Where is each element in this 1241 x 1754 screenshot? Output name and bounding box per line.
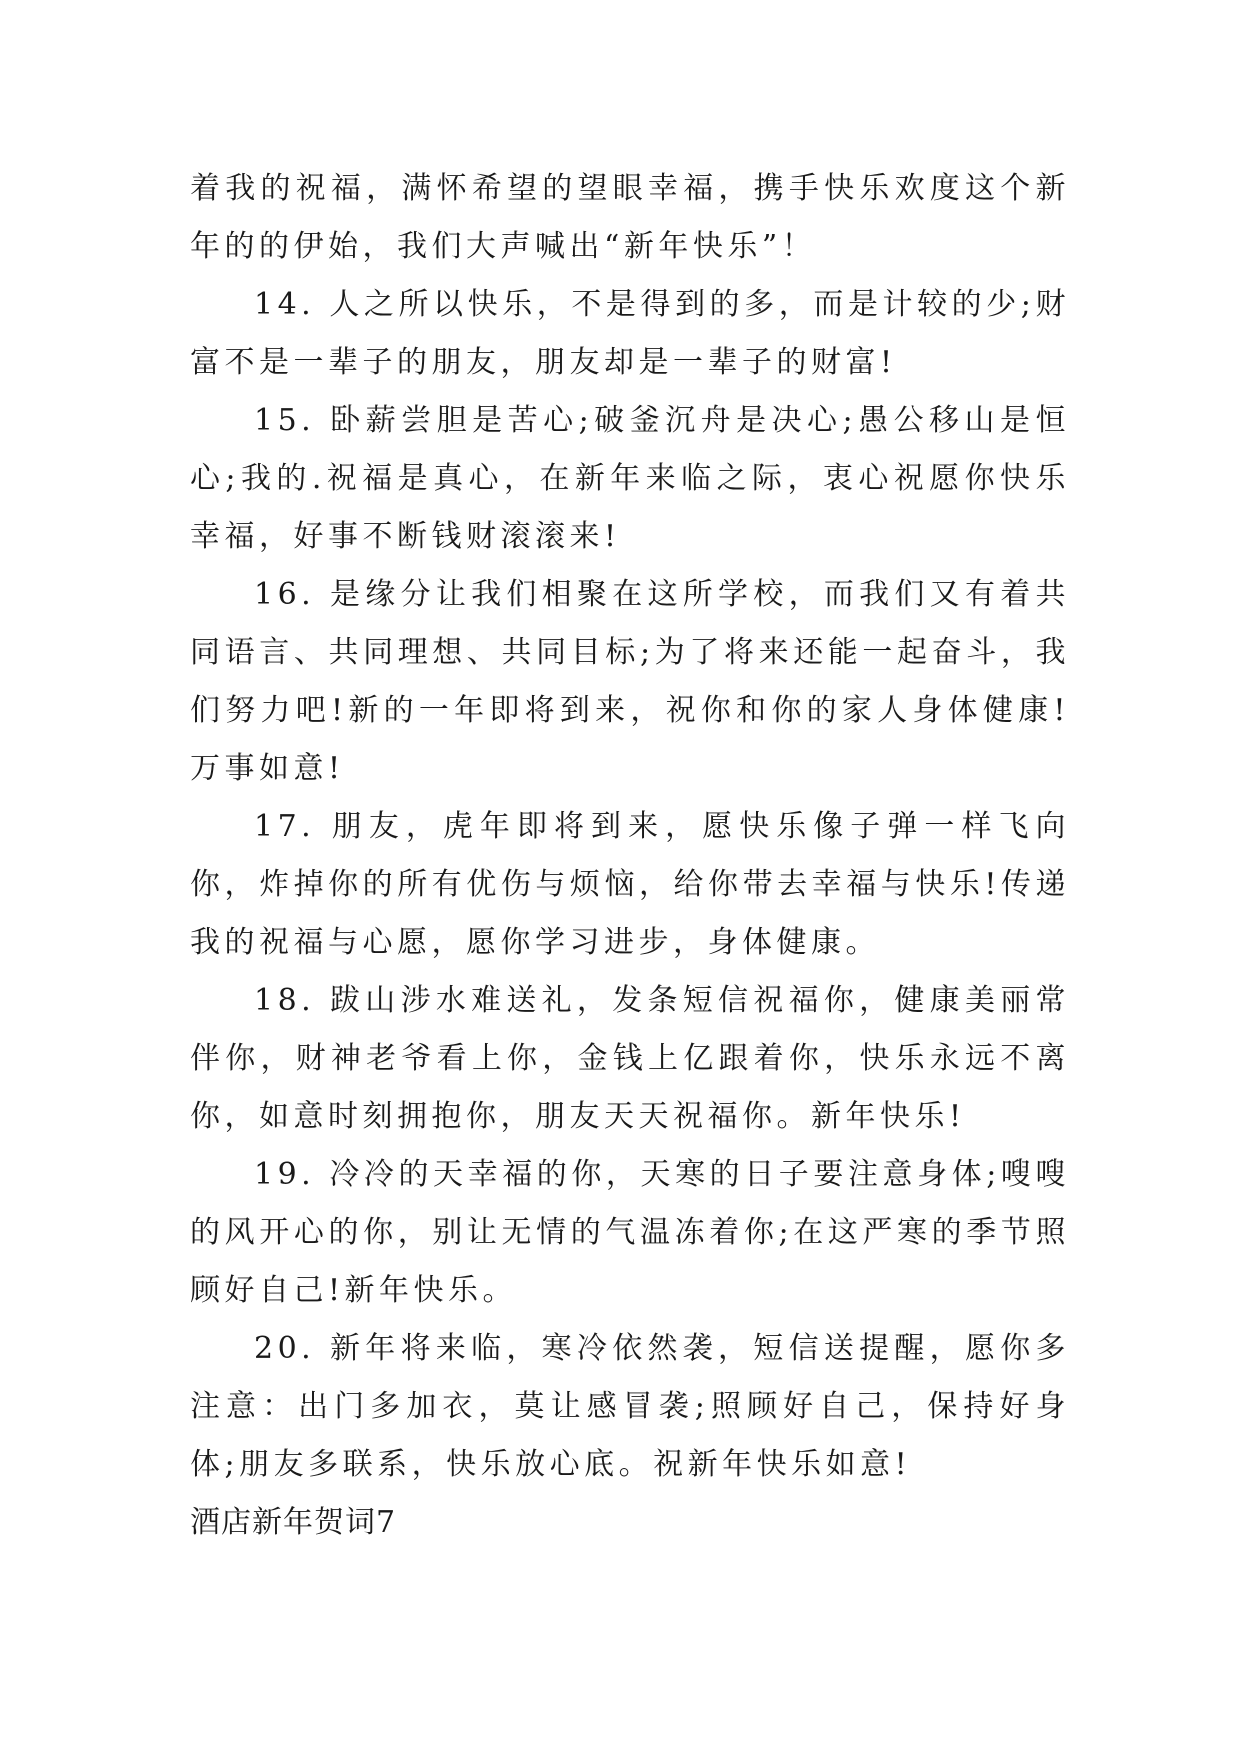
paragraph-continuation: 着我的祝福，满怀希望的望眼幸福，携手快乐欢度这个新年的的伊始，我们大声喊出“新年快乐”！ xyxy=(190,171,1070,264)
paragraph-item-16: 16. 是缘分让我们相聚在这所学校，而我们又有着共同语言、共同理想、共同目标;为了将来还能一起奋斗，我们努力吧!新的一年即将到来，祝你和你的家人身体健康!万事如意! xyxy=(190,577,1070,786)
paragraph-item-18: 18. 跋山涉水难送礼，发条短信祝福你，健康美丽常伴你，财神老爷看上你，金钱上亿跟着你，快乐永远不离你，如意时刻拥抱你，朋友天天祝福你。新年快乐! xyxy=(190,983,1070,1134)
paragraph-item-14: 14. 人之所以快乐，不是得到的多，而是计较的少;财富不是一辈子的朋友，朋友却是一辈子的财富! xyxy=(190,287,1070,380)
paragraph-item-15: 15. 卧薪尝胆是苦心;破釜沉舟是决心;愚公移山是恒心;我的.祝福是真心，在新年来临之际，衷心祝愿你快乐幸福，好事不断钱财滚滚来! xyxy=(190,403,1070,554)
section-heading: 酒店新年贺词7 xyxy=(190,1505,397,1540)
paragraph-item-20: 20. 新年将来临，寒冷依然袭，短信送提醒，愿你多注意：出门多加衣，莫让感冒袭;照顾好自己，保持好身体;朋友多联系，快乐放心底。祝新年快乐如意! xyxy=(190,1331,1070,1482)
document-body xyxy=(190,160,1070,1552)
paragraph-item-19: 19. 冷冷的天幸福的你，天寒的日子要注意身体;嗖嗖的风开心的你，别让无情的气温冻着你;在这严寒的季节照顾好自己!新年快乐。 xyxy=(190,1157,1070,1308)
paragraph-item-17: 17. 朋友，虎年即将到来，愿快乐像子弹一样飞向你，炸掉你的所有优伤与烦恼，给你带去幸福与快乐!传递我的祝福与心愿，愿你学习进步，身体健康。 xyxy=(190,809,1070,960)
